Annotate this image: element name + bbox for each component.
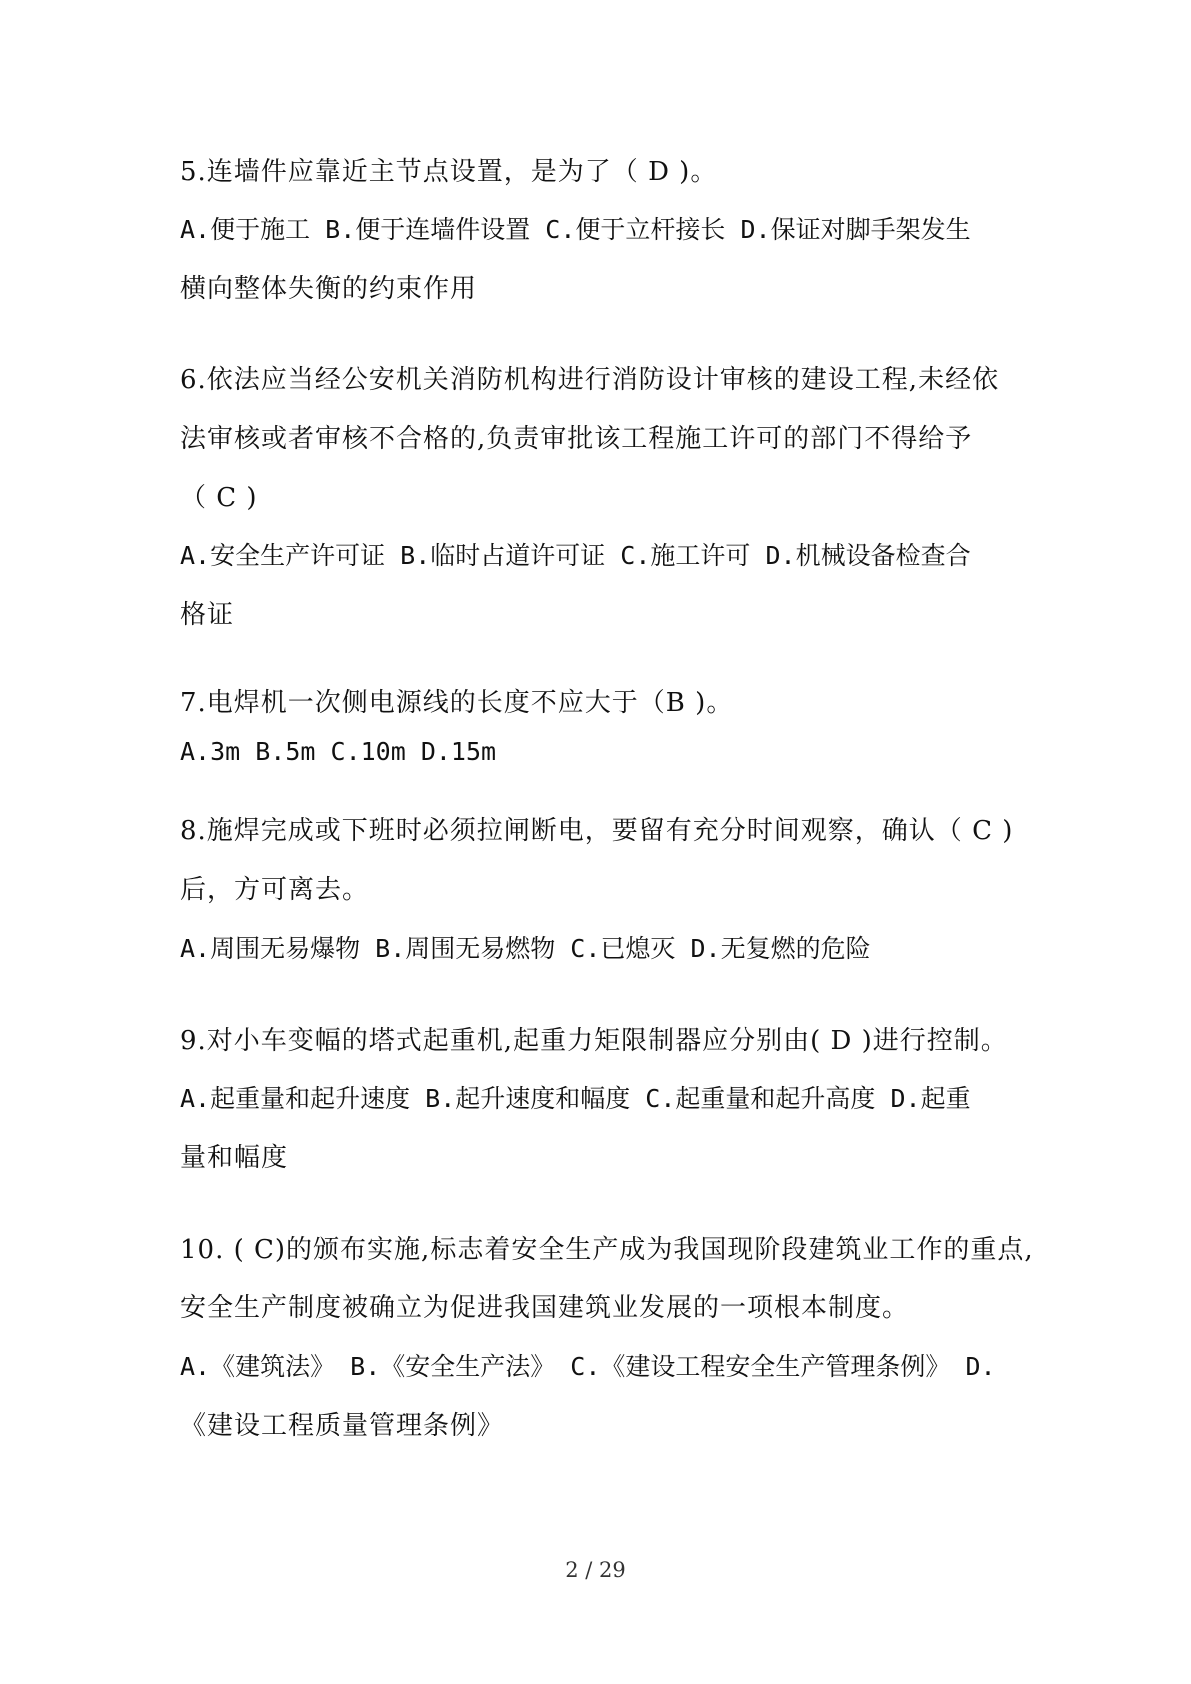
question-8-stem-line-1: 8.施焊完成或下班时必须拉闸断电，要留有充分时间观察，确认（ C ) — [180, 816, 1014, 846]
question-6-stem-line-3: （ C ) — [180, 483, 258, 513]
question-5-stem-line-1: 5.连墙件应靠近主节点设置，是为了（ D )。 — [180, 157, 718, 187]
question-6-stem-line-1: 6.依法应当经公安机关消防机构进行消防设计审核的建设工程,未经依 — [180, 365, 1000, 395]
question-10-options-line-2: 《建设工程质量管理条例》 — [180, 1411, 505, 1441]
question-10-stem-line-2: 安全生产制度被确立为促进我国建筑业发展的一项根本制度。 — [180, 1293, 910, 1323]
question-6-options-line-2: 格证 — [180, 600, 235, 630]
question-9-options-line-2: 量和幅度 — [180, 1143, 289, 1173]
question-6-stem-line-2: 法审核或者审核不合格的,负责审批该工程施工许可的部门不得给予 — [180, 424, 973, 454]
question-8-stem-line-2: 后，方可离去。 — [180, 875, 370, 905]
question-9-options-line-1: A.起重量和起升速度 B.起升速度和幅度 C.起重量和起升高度 D.起重 — [180, 1084, 971, 1113]
question-5-options-line-1: A.便于施工 B.便于连墙件设置 C.便于立杆接长 D.保证对脚手架发生 — [180, 215, 971, 244]
question-10-stem-line-1: 10. ( C)的颁布实施,标志着安全生产成为我国现阶段建筑业工作的重点, — [180, 1235, 1034, 1265]
question-7-options-line-1: A.3m B.5m C.10m D.15m — [180, 737, 497, 766]
question-5-options-line-2: 横向整体失衡的约束作用 — [180, 274, 478, 304]
question-8-options-line-1: A.周围无易爆物 B.周围无易燃物 C.已熄灭 D.无复燃的危险 — [180, 934, 871, 963]
question-7-stem-line-1: 7.电焊机一次侧电源线的长度不应大于（B )。 — [180, 688, 734, 718]
question-10-options-line-1: A.《建筑法》 B.《安全生产法》 C.《建设工程安全生产管理条例》 D. — [180, 1352, 996, 1381]
page-number: 2 / 29 — [565, 1558, 626, 1582]
question-9-stem-line-1: 9.对小车变幅的塔式起重机,起重力矩限制器应分别由( D )进行控制。 — [180, 1026, 1008, 1056]
question-6-options-line-1: A.安全生产许可证 B.临时占道许可证 C.施工许可 D.机械设备检查合 — [180, 541, 971, 570]
